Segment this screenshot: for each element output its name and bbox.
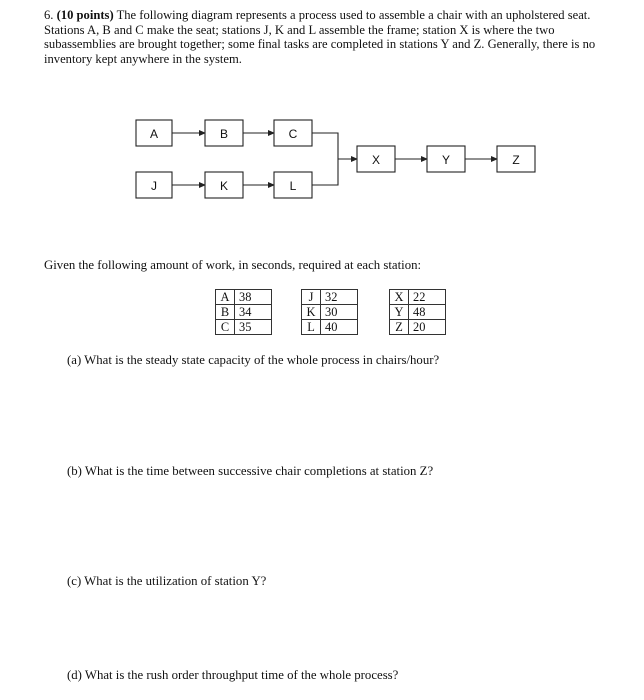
station-name: C [216,320,235,335]
table-row [390,290,446,305]
work-table-frame [301,289,358,335]
station-y-label: Y [441,153,451,167]
question-d: (d) What is the rush order throughput time of the whole process? [67,668,399,682]
station-name: K [302,305,321,320]
station-seconds: 40 [321,320,358,335]
station-b-label: B [219,127,229,141]
station-name: X [390,290,409,305]
station-name: L [302,320,321,335]
station-seconds: 30 [321,305,358,320]
table-row [390,320,446,335]
table-row [390,305,446,320]
station-name: Y [390,305,409,320]
station-seconds: 20 [409,320,446,335]
problem-points: (10 points) [56,8,114,22]
station-y-box [427,146,465,172]
station-seconds: 48 [409,305,446,320]
question-c: (c) What is the utilization of station Y? [67,574,267,588]
table-row [216,290,272,305]
table-row [216,305,272,320]
station-k-box [205,172,243,198]
question-a: (a) What is the steady state capacity of the whole process in chairs/hour? [67,353,440,367]
station-seconds: 22 [409,290,446,305]
table-row [216,320,272,335]
work-table-seat [215,289,272,335]
given-statement: Given the following amount of work, in seconds, required at each station: [44,258,422,272]
station-l-label: L [289,179,297,193]
station-c-label: C [288,127,298,141]
station-b-box [205,120,243,146]
station-name: A [216,290,235,305]
merge-bracket [312,133,338,185]
station-name: B [216,305,235,320]
work-table-final [389,289,446,335]
station-j-label: J [151,179,157,193]
problem-number: 6. [44,8,54,22]
station-z-label: Z [512,153,520,167]
station-name: Z [390,320,409,335]
station-name: J [302,290,321,305]
station-seconds: 35 [235,320,272,335]
table-row [302,290,358,305]
question-b: (b) What is the time between successive chair completions at station Z? [67,464,434,478]
table-row [302,305,358,320]
table-row [302,320,358,335]
station-z-box [497,146,535,172]
station-x-box [357,146,395,172]
station-seconds: 32 [321,290,358,305]
process-diagram [0,110,644,220]
problem-text: The following diagram represents a process used to assemble a chair with an upholstered seat. Stations A, B and C make the seat; stations J, K and L assemble the frame; station X is where the two subassemblies are brought together; some final tasks are completed in stations Y and Z. Generally, there is no inventory kept anywhere in the system. [44,8,596,66]
problem-statement [44,8,624,66]
station-c-box [274,120,312,146]
station-l-box [274,172,312,198]
station-seconds: 34 [235,305,272,320]
station-j-box [136,172,172,198]
station-x-label: X [371,153,381,167]
station-a-box [136,120,172,146]
station-seconds: 38 [235,290,272,305]
station-k-label: K [219,179,229,193]
station-a-label: A [149,127,159,141]
